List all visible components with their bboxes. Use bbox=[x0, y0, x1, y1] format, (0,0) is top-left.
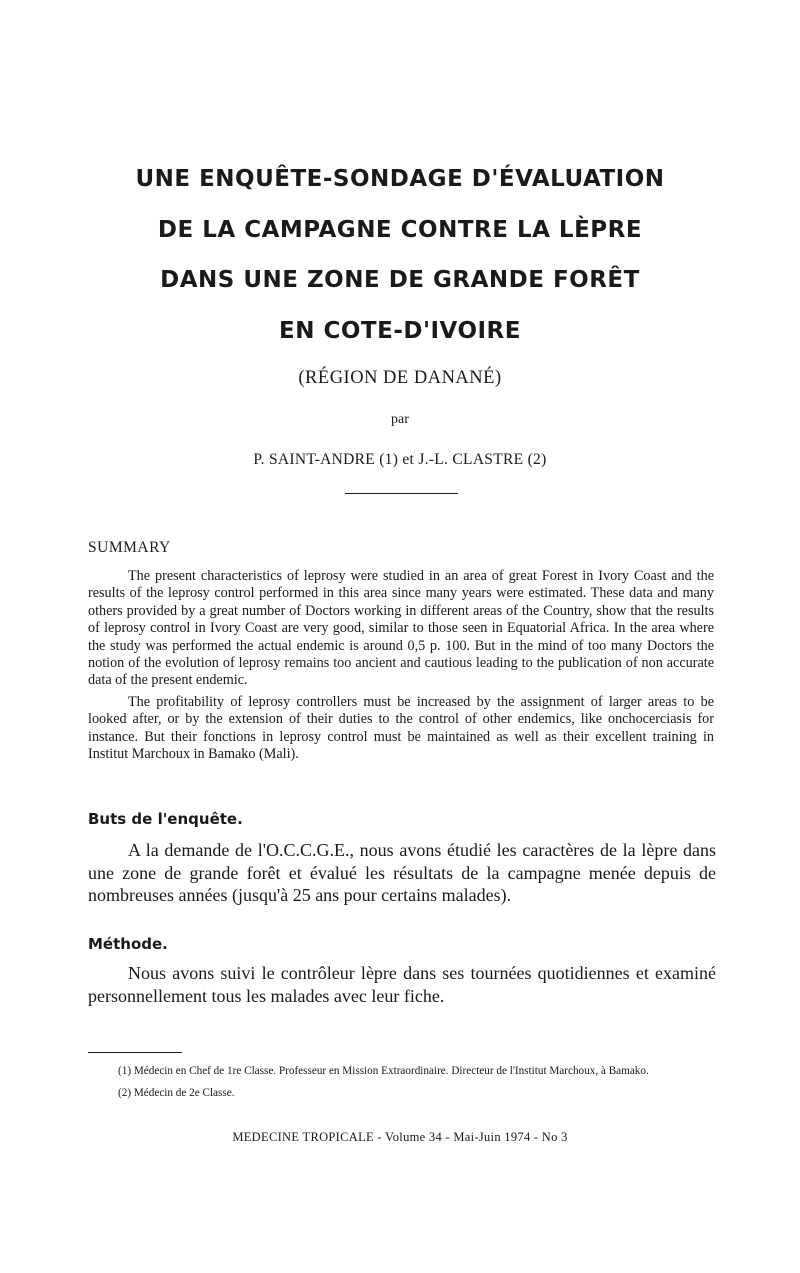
authors: P. SAINT-ANDRE (1) et J.-L. CLASTRE (2) bbox=[253, 451, 547, 468]
title-line-4: EN COTE-D'IVOIRE bbox=[279, 318, 521, 344]
footnote-divider bbox=[88, 1052, 182, 1053]
title-line-1: UNE ENQUÊTE-SONDAGE D'ÉVALUATION bbox=[135, 166, 665, 192]
region-subtitle: (RÉGION DE DANANÉ) bbox=[298, 368, 502, 388]
summary-heading: SUMMARY bbox=[88, 539, 171, 556]
section-heading-methode: Méthode. bbox=[88, 935, 168, 953]
by-line: par bbox=[391, 412, 409, 427]
footnote-1: (1) Médecin en Chef de 1re Classe. Professeur en Mission Extraordinaire. Directeur de l'Institut Marchoux, à Bamako. bbox=[118, 1065, 649, 1077]
summary-paragraph-2: The profitability of leprosy controllers must be increased by the assignment of larger areas to be looked after, or by the extension of their duties to the control of other endemics, like onchocerciasis for instance. But their fonctions in leprosy control must be maintained as well as their excellent training in Institut Marchoux in Bamako (Mali). bbox=[88, 693, 714, 763]
section-paragraph-buts: A la demande de l'O.C.C.G.E., nous avons étudié les caractères de la lèpre dans une zone de grande forêt et évalué les résultats de la campagne menée depuis de nombreuses années (jusqu'à 25 ans pour certains malades). bbox=[88, 840, 716, 905]
section-heading-buts: Buts de l'enquête. bbox=[88, 810, 243, 828]
title-line-2: DE LA CAMPAGNE CONTRE LA LÈPRE bbox=[157, 217, 643, 243]
summary-paragraph-1: The present characteristics of leprosy were studied in an area of great Forest in Ivory Coast and the results of the leprosy control performed in this area since many years were estimated. These data and many others provided by a great number of Doctors working in different areas of the Country, show that the results of leprosy control in Ivory Coast are very good, similar to those seen in Equatorial Africa. In the area where the study was performed the actual endemic is around 0,5 p. 100. But in the mind of too many Doctors the notion of the evolution of leprosy remains too ancient and cautious leading to the publication of non accurate data of the present endemic. bbox=[88, 568, 714, 689]
section-body-methode bbox=[88, 962, 716, 1007]
footnote-2: (2) Médecin de 2e Classe. bbox=[118, 1086, 235, 1099]
journal-footer: MEDECINE TROPICALE - Volume 34 - Mai-Juin 1974 - No 3 bbox=[232, 1130, 568, 1144]
section-paragraph-methode: Nous avons suivi le contrôleur lèpre dans ses tournées quotidiennes et examiné personnellement tous les malades avec leur fiche. bbox=[88, 963, 716, 1006]
summary-body bbox=[88, 568, 714, 767]
title-divider bbox=[345, 493, 458, 494]
title-line-3: DANS UNE ZONE DE GRANDE FORÊT bbox=[160, 267, 640, 293]
footnotes bbox=[88, 1064, 724, 1107]
section-body-buts bbox=[88, 839, 716, 907]
